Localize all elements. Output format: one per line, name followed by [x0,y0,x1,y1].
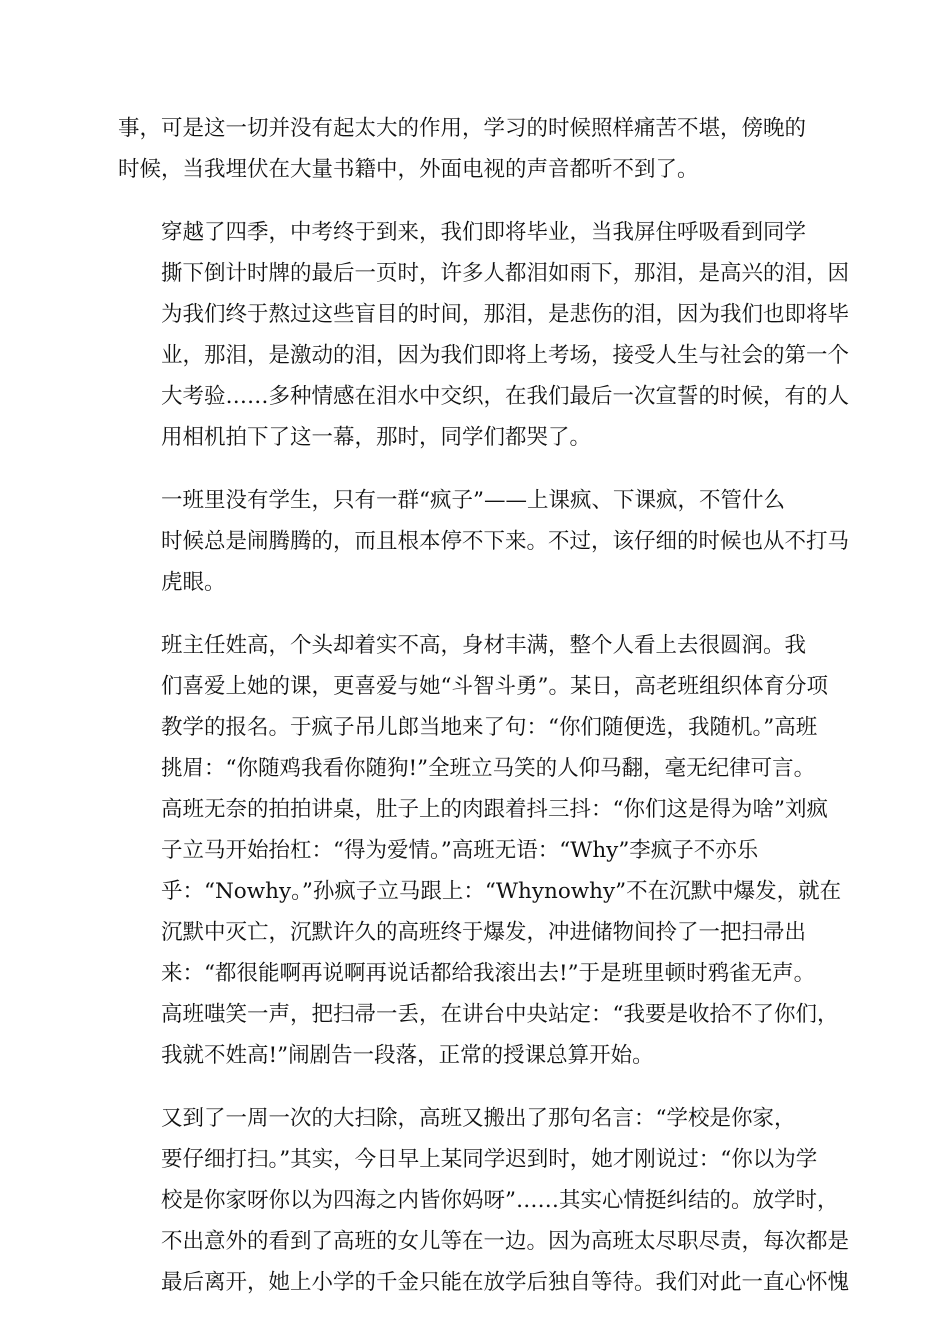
text-line: 高班无奈的拍拍讲桌，肚子上的肉跟着抖三抖：“你们这是得为啥”刘疯 [161,797,828,822]
text-line: 高班嗤笑一声，把扫帚一丢，在讲台中央站定：“我要是收拾不了你们， [161,1002,839,1027]
text-line: 又到了一周一次的大扫除，高班又搬出了那句名言：“学校是你家， [161,1106,796,1131]
text-line: 为我们终于熬过这些盲目的时间，那泪，是悲伤的泪，因为我们也即将毕 [161,302,850,327]
paragraph-2 [118,212,850,458]
text-line: 时候总是闹腾腾的，而且根本停不下来。不过，该仔细的时候也从不打马 [161,529,850,554]
text-line: 们喜爱上她的课，更喜爱与她“斗智斗勇”。某日，高老班组织体育分项 [161,674,828,699]
paragraph-5 [118,1098,850,1303]
text-line: 班主任姓高，个头却着实不高，身材丰满，整个人看上去很圆润。我 [161,633,807,658]
text-line: 用相机拍下了这一幕，那时，同学们都哭了。 [161,425,592,450]
text-line: 我就不姓高!”闹剧告一段落，正常的授课总算开始。 [161,1043,654,1068]
text-line: 来：“都很能啊再说啊再说话都给我滚出去!”于是班里顿时鸦雀无声。 [161,961,816,986]
text-line: 子立马开始抬杠：“得为爱情。”高班无语：“Why”李疯子不亦乐 [161,838,759,863]
paragraph-3 [118,480,850,603]
text-line: 校是你家呀你以为四海之内皆你妈呀”……其实心情挺纠结的。放学时， [161,1188,839,1213]
text-line: 撕下倒计时牌的最后一页时，许多人都泪如雨下，那泪，是高兴的泪，因 [161,261,850,286]
paragraph-1 [118,108,833,190]
text-line: 时候，当我埋伏在大量书籍中，外面电视的声音都听不到了。 [118,157,699,182]
text-line: 一班里没有学生，只有一群“疯子”——上课疯、下课疯，不管什么 [161,488,785,513]
text-line: 乎：“Nowhy。”孙疯子立马跟上：“Whynowhy”不在沉默中爆发，就在 [161,879,842,904]
text-line: 教学的报名。于疯子吊儿郎当地来了句：“你们随便选，我随机。”高班 [161,715,818,740]
text-line: 不出意外的看到了高班的女儿等在一边。因为高班太尽职尽责，每次都是 [161,1229,850,1254]
text-line: 业，那泪，是激动的泪，因为我们即将上考场，接受人生与社会的第一个 [161,343,850,368]
text-line: 穿越了四季，中考终于到来，我们即将毕业，当我屏住呼吸看到同学 [161,220,807,245]
text-line: 虎眼。 [161,570,226,595]
text-line: 沉默中灭亡，沉默许久的高班终于爆发，冲进储物间拎了一把扫帚出 [161,920,807,945]
text-line: 事，可是这一切并没有起太大的作用，学习的时候照样痛苦不堪，傍晚的 [118,116,807,141]
document-body [118,108,850,1325]
paragraph-4 [118,625,842,1076]
text-line: 挑眉：“你随鸡我看你随狗!”全班立马笑的人仰马翻，毫无纪律可言。 [161,756,816,781]
text-line: 最后离开，她上小学的千金只能在放学后独自等待。我们对此一直心怀愧 [161,1270,850,1295]
text-line: 要仔细打扫。”其实，今日早上某同学迟到时，她才刚说过：“你以为学 [161,1147,818,1172]
text-line: 大考验……多种情感在泪水中交织，在我们最后一次宣誓的时候，有的人 [161,384,850,409]
